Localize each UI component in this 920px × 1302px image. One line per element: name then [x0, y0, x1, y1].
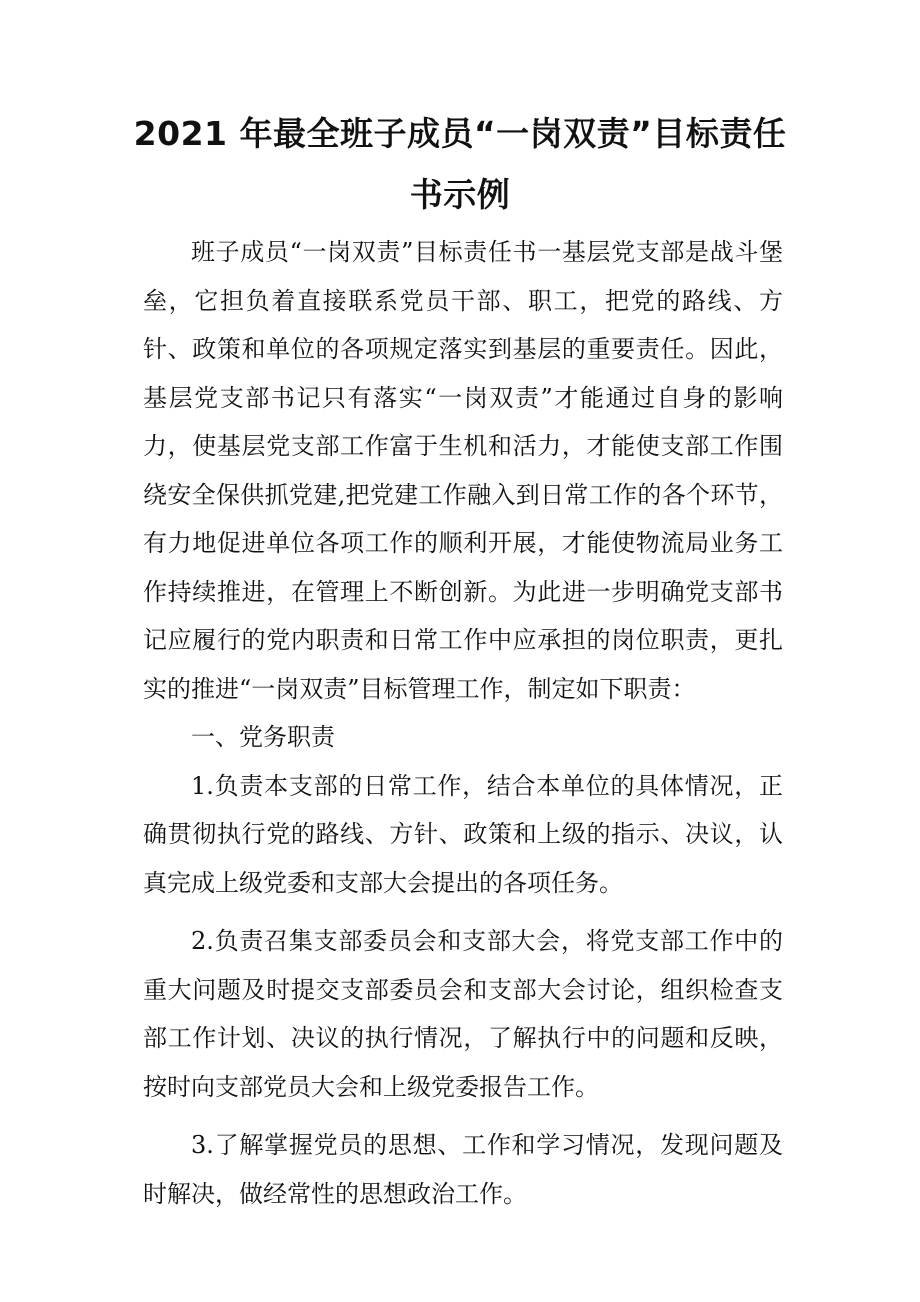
document-title-line-2: 书示例 — [409, 175, 511, 214]
duty-item-3: 3.了解掌握党员的思想、工作和学习情况，发现问题及时解决，做经常性的思想政治工作。 — [143, 1131, 783, 1208]
duty-item-1: 1.负责本支部的日常工作，结合本单位的具体情况，正确贯彻执行党的路线、方针、政策和上级的指示、决议，认真完成上级党委和支部大会提出的各项任务。 — [143, 771, 783, 897]
duty-item-2: 2.负责召集支部委员会和支部大会，将党支部工作中的重大问题及时提交支部委员会和支部大会讨论，组织检查支部工作计划、决议的执行情况，了解执行中的问题和反映，按时向支部党员大会和上级党委报告工作。 — [143, 927, 783, 1101]
document-title-line-1: 2021 年最全班子成员“一岗双责”目标责任 — [133, 114, 787, 153]
section-heading-party-duties: 一、党务职责 — [191, 723, 335, 751]
intro-paragraph: 班子成员“一岗双责”目标责任书一基层党支部是战斗堡垒，它担负着直接联系党员干部、职工，把党的路线、方针、政策和单位的各项规定落实到基层的重要责任。因此，基层党支部书记只有落实“一岗双责”才能通过自身的影响力，使基层党支部工作富于生机和活力，才能使支部工作围绕安全保供抓党建,把党建工作融入到日常工作的各个环节，有力地促进单位各项工作的顺利开展，才能使物流局业务工作持续推进，在管理上不断创新。为此进一步明确党支部书记应履行的党内职责和日常工作中应承担的岗位职责，更扎实的推进“一岗双责”目标管理工作，制定如下职责： — [143, 238, 783, 703]
document-body — [143, 228, 783, 1218]
